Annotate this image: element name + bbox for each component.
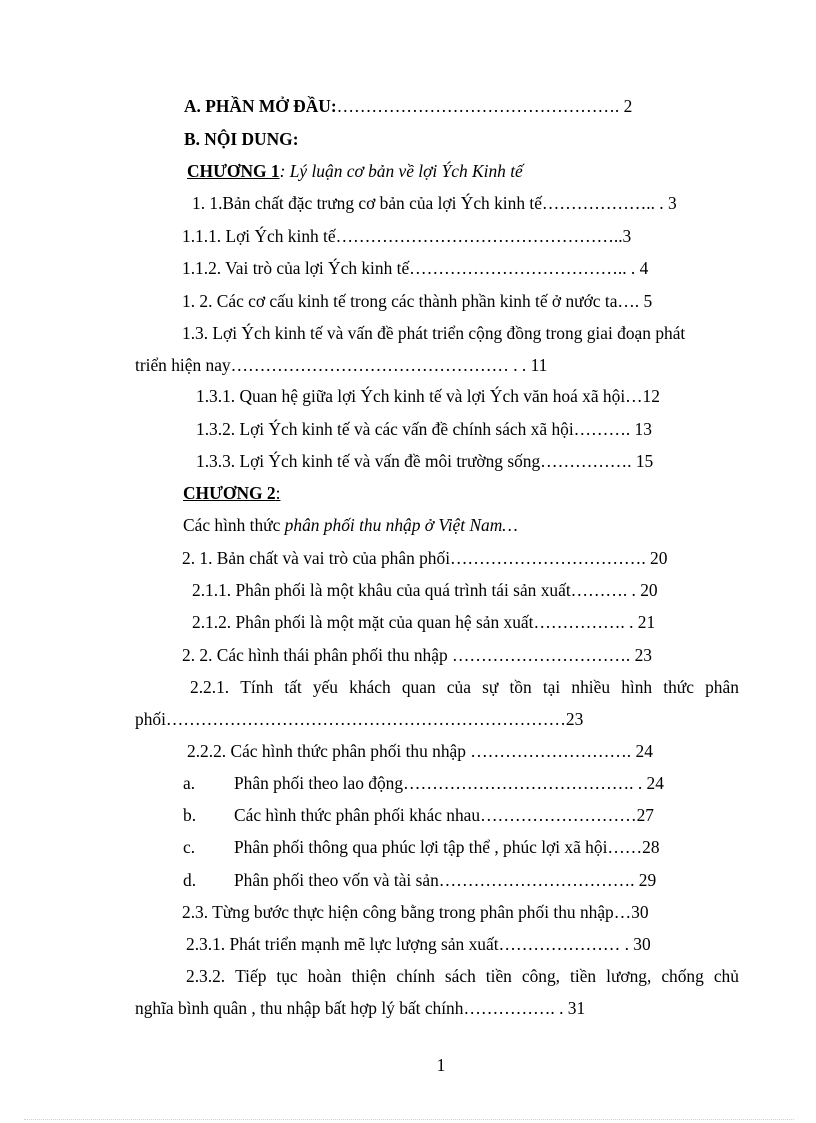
toc-chapter-2-colon: : (275, 483, 281, 503)
list-item-text: Các hình thức phân phối khác nhau………………………27 (234, 805, 654, 825)
list-item-marker: d. (183, 870, 197, 890)
toc-section-a-dots: …………………………………………. (336, 96, 620, 116)
toc-entry-2-3-2-line2: nghĩa bình quân , thu nhập bất hợp lý bất chính……………. . 31 (135, 998, 586, 1018)
toc-chapter-2-label: CHƯƠNG 2 (183, 483, 276, 503)
toc-chapter-2-title-italic: phân phối thu nhập ở Việt Nam… (284, 515, 518, 535)
toc-chapter-2 (183, 482, 280, 504)
page-number: 1 (436, 1055, 446, 1075)
toc-entry-1-3-line2: triển hiện nay………………………………………… . . 11 (135, 355, 548, 375)
toc-entry-2-3-2-line1 (186, 965, 739, 987)
toc-chapter-2-title (183, 514, 518, 536)
list-item-marker: a. (183, 773, 196, 793)
toc-entry-2-2-1-line1 (190, 676, 739, 698)
toc-word: tất (284, 677, 302, 697)
toc-entry-1-3-line1: 1.3. Lợi Ých kinh tế và vấn đề phát triển cộng đồng trong giai đoạn phát (182, 323, 686, 343)
toc-entry-1-3-1: 1.3.1. Quan hệ giữa lợi Ých kinh tế và lợi Ých văn hoá xã hội…12 (196, 386, 660, 406)
list-item-marker: c. (183, 837, 196, 857)
toc-word: thức (663, 677, 694, 697)
toc-word: chủ (713, 966, 739, 986)
list-item-text: Phân phối theo lao động…………………………………. . 24 (234, 773, 664, 793)
toc-entry-1-2: 1. 2. Các cơ cấu kinh tế trong các thành phần kinh tế ở nước ta…. 5 (182, 291, 653, 311)
toc-entry-1-3-3: 1.3.3. Lợi Ých kinh tế và vấn đề môi trường sống……………. 15 (196, 451, 654, 471)
toc-word: tiền (570, 966, 597, 986)
toc-section-a (184, 95, 632, 117)
toc-word: chính (396, 966, 435, 986)
toc-word: lương, (606, 966, 652, 986)
toc-word: tục (276, 966, 298, 986)
toc-entry-2-3: 2.3. Từng bước thực hiện công bằng trong phân phối thu nhập…30 (182, 902, 649, 922)
toc-word: nhiều (571, 677, 611, 697)
toc-entry-2-1: 2. 1. Bản chất và vai trò của phân phối……………………………. 20 (182, 548, 668, 568)
page-bottom-rule (24, 1119, 794, 1120)
toc-word: quan (401, 677, 436, 697)
toc-word: yếu (312, 677, 338, 697)
toc-word: hoàn (307, 966, 342, 986)
toc-entry-1-3-2: 1.3.2. Lợi Ých kinh tế và các vấn đề chính sách xã hội………. 13 (196, 419, 652, 439)
toc-entry-1-1: 1. 1.Bản chất đặc trưng cơ bản của lợi Ých kinh tế……………….. . 3 (192, 193, 677, 213)
toc-word: tồn (509, 677, 532, 697)
toc-word: chống (661, 966, 704, 986)
toc-entry-2-1-1: 2.1.1. Phân phối là một khâu của quá trình tái sản xuất………. . 20 (192, 580, 658, 600)
toc-word: 2.3.2. (186, 966, 226, 986)
toc-chapter-1-title: : Lý luận cơ bản về lợi Ých Kinh tế (279, 161, 523, 181)
toc-entry-1-1-2: 1.1.2. Vai trò của lợi Ých kinh tế……………………………….. . 4 (182, 258, 649, 278)
toc-chapter-1 (187, 160, 523, 182)
toc-word: thiện (351, 966, 387, 986)
toc-word: phân (705, 677, 739, 697)
toc-entry-2-2-2: 2.2.2. Các hình thức phân phối thu nhập ………………………. 24 (187, 741, 653, 761)
toc-word: tiền (485, 966, 512, 986)
toc-entry-2-2: 2. 2. Các hình thái phân phối thu nhập …………………………. 23 (182, 645, 652, 665)
toc-entry-2-1-2: 2.1.2. Phân phối là một mặt của quan hệ sản xuất……………. . 21 (192, 612, 656, 632)
list-item-text: Phân phối thông qua phúc lợi tập thể , phúc lợi xã hội……28 (234, 837, 660, 857)
toc-entry-2-3-1: 2.3.1. Phát triển mạnh mẽ lực lượng sản xuất………………… . 30 (186, 934, 651, 954)
toc-word: hình (621, 677, 653, 697)
toc-word: Tính (240, 677, 274, 697)
toc-word: 2.2.1. (190, 677, 230, 697)
toc-word: khách (349, 677, 391, 697)
toc-word: Tiếp (235, 966, 267, 986)
toc-word: tại (542, 677, 561, 697)
toc-word: sách (444, 966, 476, 986)
toc-section-a-heading: A. PHẦN MỞ ĐẦU: (184, 96, 337, 116)
toc-section-b-heading: B. NỘI DUNG: (184, 129, 299, 149)
toc-chapter-2-title-plain: Các hình thức (183, 515, 285, 535)
toc-word: công, (521, 966, 561, 986)
toc-section-a-page: 2 (619, 96, 633, 116)
toc-word: của (446, 677, 471, 697)
toc-entry-2-2-1-line2: phối……………………………………………………………23 (135, 709, 584, 729)
list-item-marker: b. (183, 805, 197, 825)
toc-entry-1-1-1: 1.1.1. Lợi Ých kinh tế…………………………………………..3 (182, 226, 632, 246)
toc-chapter-1-label: CHƯƠNG 1 (187, 161, 280, 181)
toc-word: sự (482, 677, 499, 697)
list-item-text: Phân phối theo vốn và tài sản……………………………. 29 (234, 870, 657, 890)
